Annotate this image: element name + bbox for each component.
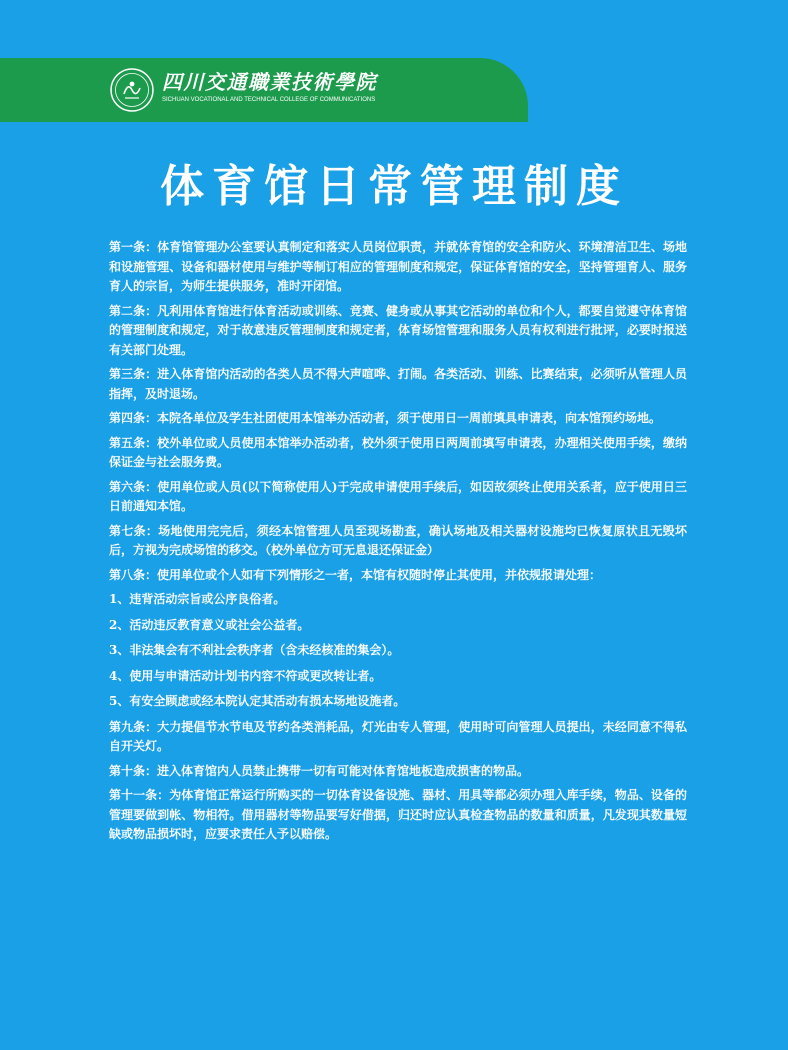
rule-article-1: 第一条：体育馆管理办公室要认真制定和落实人员岗位职责，并就体育馆的安全和防火、环境清洁卫生、场地和设施管理、设备和器材使用与维护等制订相应的管理制度和规定，保证体育馆的安全，坚持管理育人、服务育人的宗旨，为师生提供服务，准时开闭馆。 bbox=[109, 240, 687, 293]
rule-8-sub-item-4: 4、使用与申请活动计划书内容不符或更改转让者。 bbox=[109, 668, 382, 683]
rule-8-sub-item-3: 3、非法集会有不利社会秩序者（含未经核准的集会）。 bbox=[109, 643, 400, 657]
page-title: 体育馆日常管理制度 bbox=[160, 161, 628, 212]
rule-article-2: 第二条：凡利用体育馆进行体育活动或训练、竞赛、健身或从事其它活动的单位和个人，都要自觉遵守体育馆的管理制度和规定，对于故意违反管理制度和规定者，体育场馆管理和服务人员有权利进行批评，必要时报送有关部门处理。 bbox=[109, 303, 687, 357]
rule-article-3: 第三条：进入体育馆内活动的各类人员不得大声喧哗、打闹。各类活动、训练、比赛结束，必须听从管理人员指挥，及时退场。 bbox=[109, 367, 687, 401]
rule-8-sub-item-1: 1、违背活动宗旨或公序良俗者。 bbox=[109, 592, 286, 606]
rule-article-7: 第七条：场地使用完完后，须经本馆管理人员至现场勘查，确认场地及相关器材设施均已恢复原状且无毁坏后，方视为完成场馆的移交。（校外单位方可无息退还保证金） bbox=[109, 523, 687, 557]
college-seal-logo bbox=[110, 68, 154, 112]
college-name-english: SICHUAN VOCATIONAL AND TECHNICAL COLLEGE OF COMMUNICATIONS bbox=[162, 97, 376, 103]
rule-article-11: 第十一条：为体育馆正常运行所购买的一切体育设备设施、器材、用具等都必须办理入库手续，物品、设备的管理要做到帐、物相符。借用器材等物品要写好借据，归还时应认真检查物品的数量和质量，凡发现其数量短缺或物品损坏时，应要求责任人予以赔偿。 bbox=[109, 788, 687, 841]
rule-article-4: 第四条：本院各单位及学生社团使用本馆举办活动者，须于使用日一周前填具申请表，向本馆预约场地。 bbox=[109, 411, 662, 425]
college-name-chinese: 四川交通職業技術學院 bbox=[162, 70, 377, 94]
rule-8-sub-item-5: 5、有安全顾虑或经本院认定其活动有损本场地设施者。 bbox=[109, 694, 406, 708]
rule-article-5: 第五条：校外单位或人员使用本馆举办活动者，校外须于使用日两周前填写申请表，办理相关使用手续，缴纳保证金与社会服务费。 bbox=[109, 435, 687, 469]
rule-article-9: 第九条：大力提倡节水节电及节约各类消耗品，灯光由专人管理，使用时可向管理人员提出，未经同意不得私自开关灯。 bbox=[109, 719, 687, 753]
rules-body bbox=[109, 238, 687, 850]
rule-article-8: 第八条：使用单位或个人如有下列情形之一者，本馆有权随时停止其使用，并依规报请处理： bbox=[109, 567, 602, 582]
rule-8-sub-item-2: 2、活动违反教育意义或社会公益者。 bbox=[109, 617, 310, 632]
rule-article-6: 第六条：使用单位或人员(以下简称使用人)于完成申请使用手续后，如因故须终止使用关系者，应于使用日三日前通知本馆。 bbox=[109, 479, 687, 513]
rule-article-10: 第十条：进入体育馆内人员禁止携带一切有可能对体育馆地板造成损害的物品。 bbox=[109, 763, 530, 778]
